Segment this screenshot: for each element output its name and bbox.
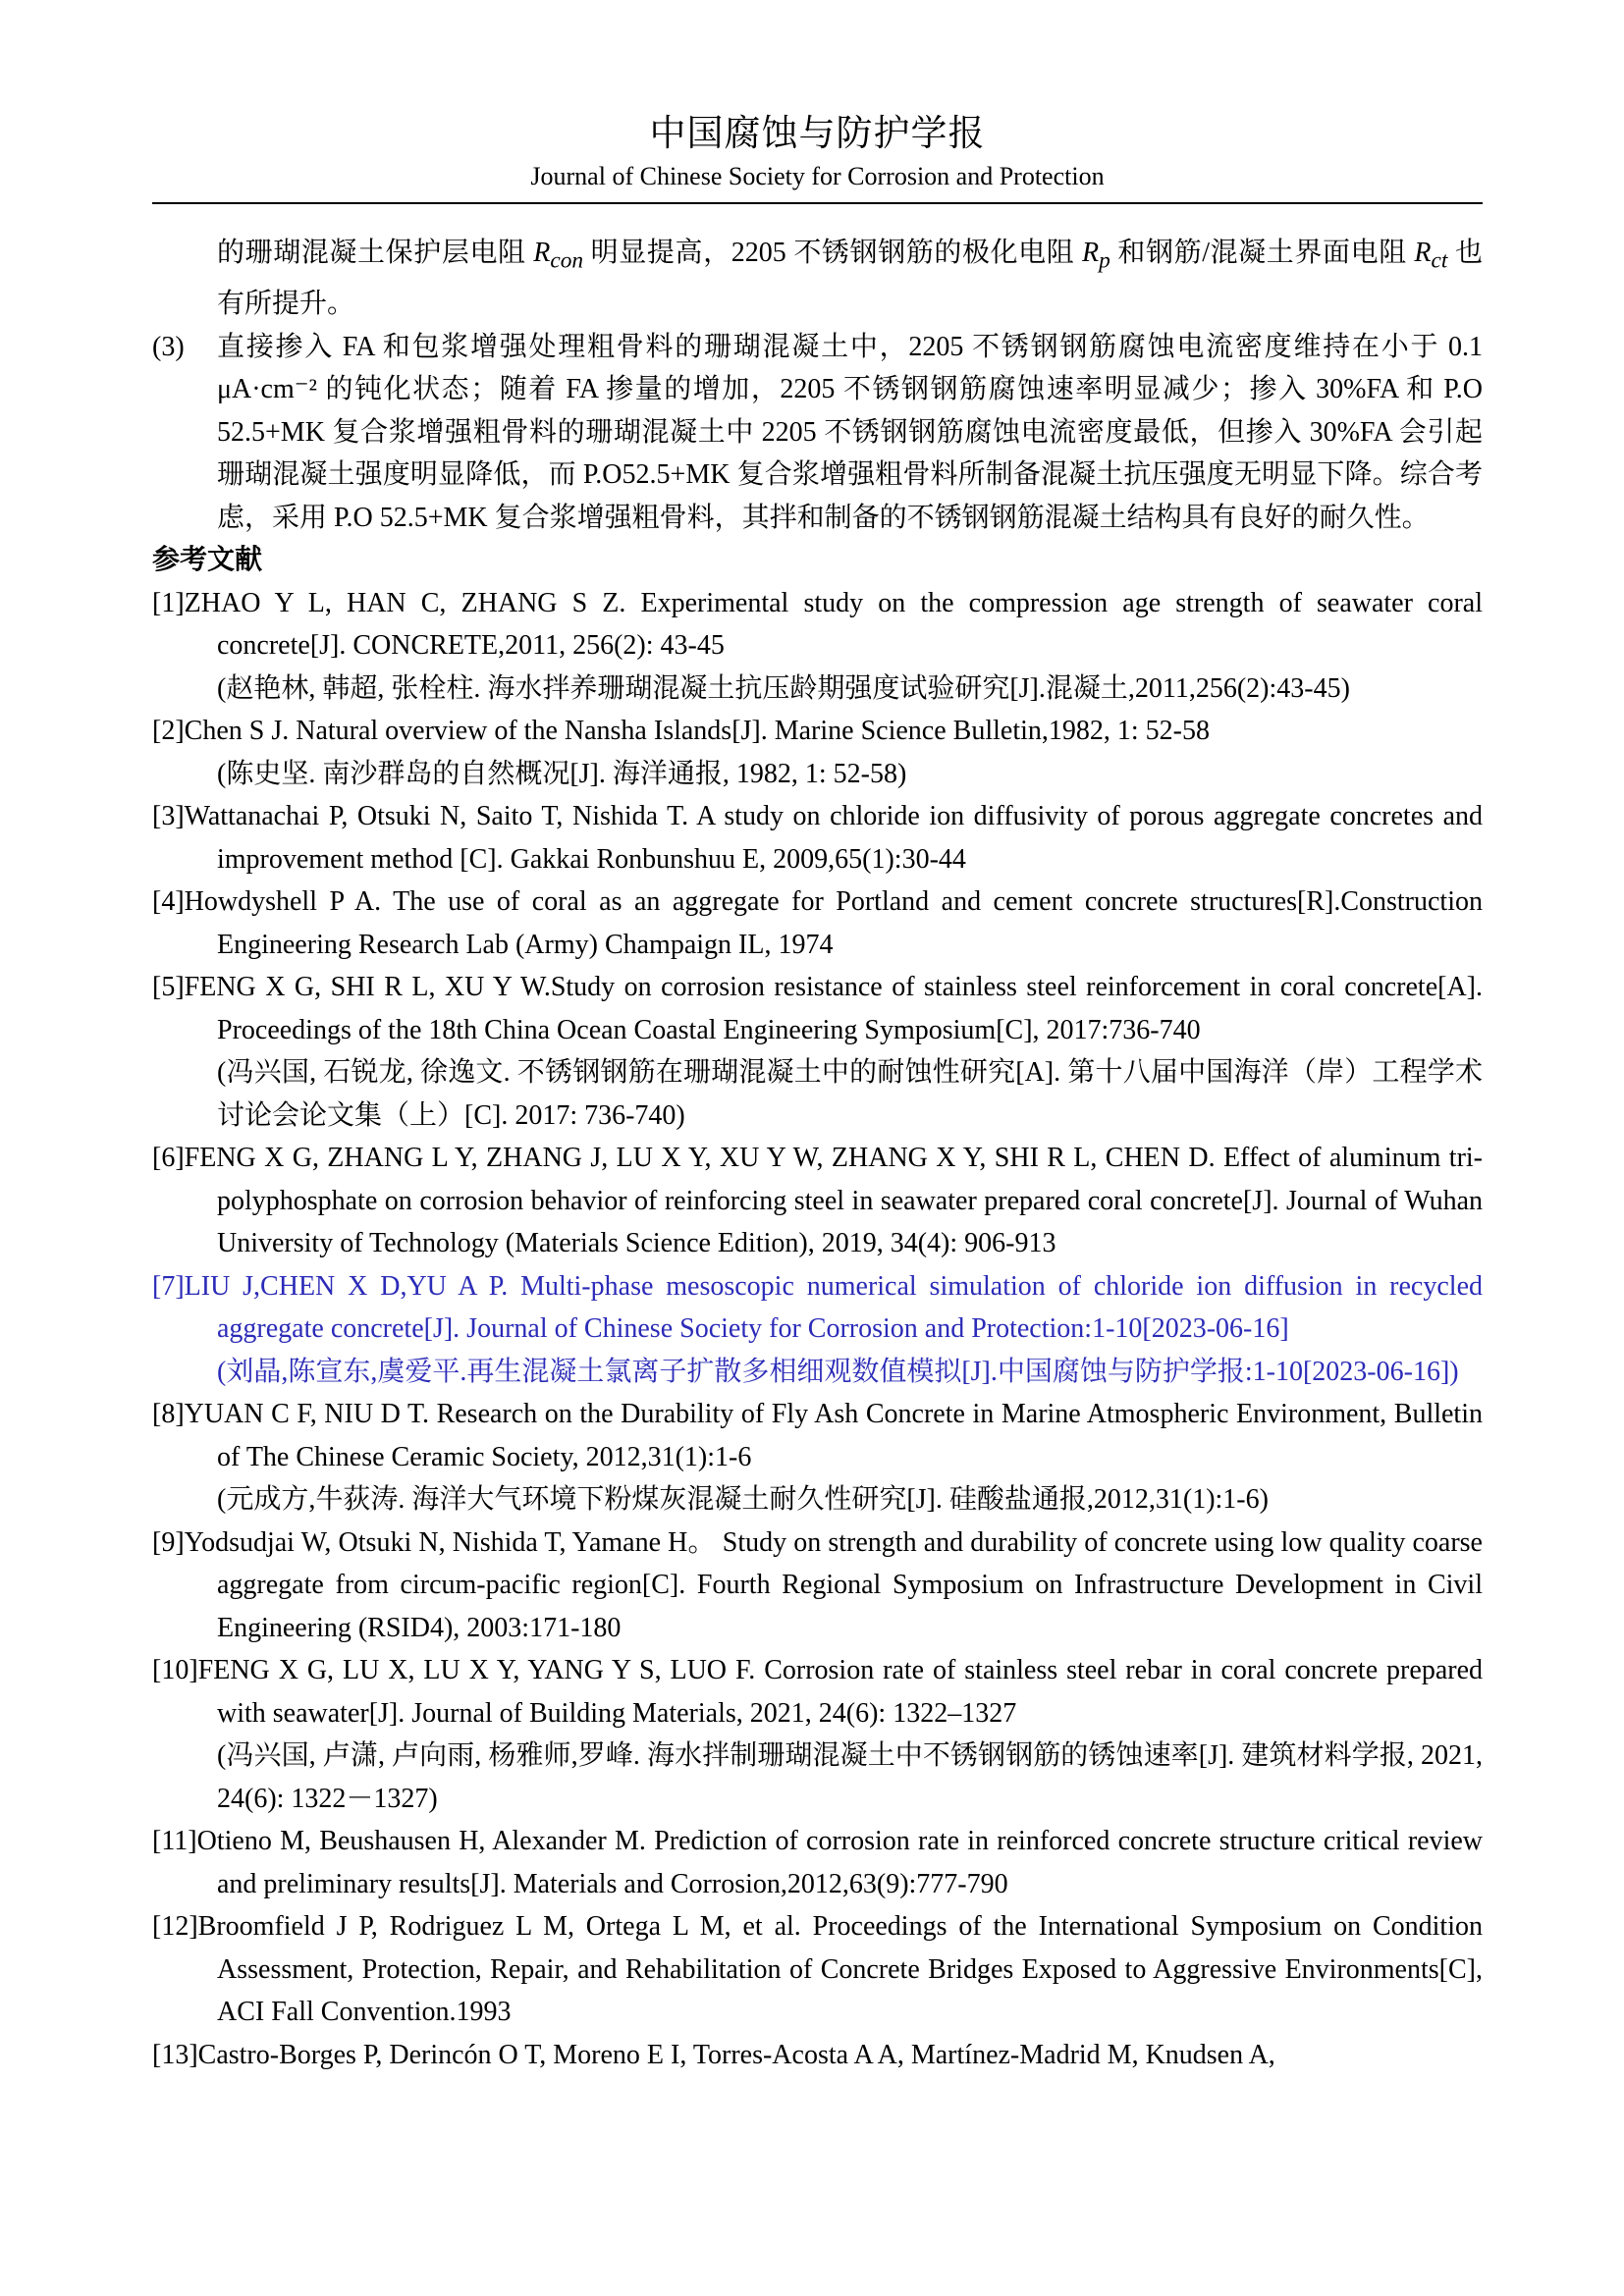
reference-item — [152, 881, 1483, 966]
reference-item — [152, 582, 1483, 711]
reference-item — [152, 2034, 1483, 2077]
reference-text-en: [9]Yodsudjai W, Otsuki N, Nishida T, Yamane H。 Study on strength and durability of concrete using low quality coarse aggregate from circum-pacific region[C]. Fourth Regional Symposium on Infrastructure Development in Civil Engineering (RSID4), 2003:171-180 — [152, 1526, 1483, 1643]
reference-text-en: [4]Howdyshell P A. The use of coral as an aggregate for Portland and cement concrete structures[R].Construction Engineering Research Lab (Army) Champaign IL, 1974 — [152, 886, 1483, 960]
references-heading: 参考文献 — [152, 545, 263, 576]
reference-item — [152, 1137, 1483, 1265]
reference-item — [152, 1649, 1483, 1820]
reference-item — [152, 1522, 1483, 1650]
reference-item — [152, 710, 1483, 795]
page-header — [152, 110, 1483, 192]
reference-item — [152, 1820, 1483, 1905]
reference-text-en: [5]FENG X G, SHI R L, XU Y W.Study on corrosion resistance of stainless steel reinforcement in coral concrete[A]. Proceedings of the 18th China Ocean Coastal Engineering Symposium[C], 2017:736-740 — [152, 972, 1483, 1045]
references-list — [152, 582, 1483, 2077]
item-text: 直接掺入 FA 和包浆增强处理粗骨料的珊瑚混凝土中，2205 不锈钢钢筋腐蚀电流密度维持在小于 0.1 μA·cm⁻² 的钝化状态；随着 FA 掺量的增加，2205 不锈钢钢筋腐蚀速率明显减少；掺入 30%FA 和 P.O 52.5+MK 复合浆增强粗骨料的珊瑚混凝土中 2205 不锈钢钢筋腐蚀电流密度最低，但掺入 30%FA 会引起珊瑚混凝土强度明显降低，而 P.O52.5+MK 复合浆增强粗骨料所制备混凝土抗压强度无明显下降。综合考虑，采用 P.O 52.5+MK 复合浆增强粗骨料，其拌和制备的不锈钢钢筋混凝土结构具有良好的耐久性。 — [217, 331, 1483, 533]
reference-text-en: [11]Otieno M, Beushausen H, Alexander M. Prediction of corrosion rate in reinforced concrete structure critical review and preliminary results[J]. Materials and Corrosion,2012,63(9):777-790 — [152, 1826, 1483, 1899]
reference-text-en: [10]FENG X G, LU X, LU X Y, YANG Y S, LUO F. Corrosion rate of stainless steel rebar in coral concrete prepared with seawater[J]. Journal of Building Materials, 2021, 24(6): 1322–1327 — [152, 1655, 1483, 1729]
reference-text-cn: (元成方,牛荻涛. 海洋大气环境下粉煤灰混凝土耐久性研究[J]. 硅酸盐通报,2012,31(1):1-6) — [217, 1484, 1269, 1516]
reference-text-en: [7]LIU J,CHEN X D,YU A P. Multi-phase mesoscopic numerical simulation of chloride ion diffusion in recycled aggregate concrete[J]. Journal of Chinese Society for Corrosion and Protection:1-10[2023-06-16] — [152, 1270, 1483, 1345]
reference-item — [152, 1265, 1483, 1394]
reference-item — [152, 966, 1483, 1137]
reference-text-en: [3]Wattanachai P, Otsuki N, Saito T, Nishida T. A study on chloride ion diffusivity of porous aggregate concretes and improvement method [C]. Gakkai Ronbunshuu E, 2009,65(1):30-44 — [152, 801, 1483, 875]
item-number: (3) — [152, 331, 185, 362]
conclusion-item-3 — [152, 326, 1483, 540]
reference-text-en: [8]YUAN C F, NIU D T. Research on the Durability of Fly Ash Concrete in Marine Atmospheric Environment, Bulletin of The Chinese Ceramic Society, 2012,31(1):1-6 — [152, 1399, 1483, 1472]
reference-text-cn: (赵艳林, 韩超, 张栓柱. 海水拌养珊瑚混凝土抗压龄期强度试验研究[J].混凝土,2011,256(2):43-45) — [217, 672, 1350, 704]
reference-text-cn: (冯兴国, 石锐龙, 徐逸文. 不锈钢钢筋在珊瑚混凝土中的耐蚀性研究[A]. 第十八届中国海洋（岸）工程学术讨论会论文集（上）[C]. 2017: 736-740) — [217, 1057, 1483, 1131]
reference-text-en: [6]FENG X G, ZHANG L Y, ZHANG J, LU X Y, XU Y W, ZHANG X Y, SHI R L, CHEN D. Effect of aluminum tri-polyphosphate on corrosion behavior of reinforcing steel in seawater prepared coral concrete[J]. Journal of Wuhan University of Technology (Materials Science Edition), 2019, 34(4): 906-913 — [152, 1143, 1483, 1259]
journal-title-en: Journal of Chinese Society for Corrosion and Protection — [530, 162, 1105, 190]
reference-text-cn: (刘晶,陈宣东,虞爱平.再生混凝土氯离子扩散多相细观数值模拟[J].中国腐蚀与防护学报:1-10[2023-06-16]) — [217, 1356, 1459, 1387]
reference-item — [152, 1393, 1483, 1522]
page-body — [152, 232, 1483, 2076]
header-divider — [152, 202, 1483, 204]
reference-text-en: [2]Chen S J. Natural overview of the Nansha Islands[J]. Marine Science Bulletin,1982, 1: 52-58 — [152, 716, 1210, 747]
reference-item — [152, 1905, 1483, 2034]
continued-paragraph: 的珊瑚混凝土保护层电阻 $R_{con}$ 明显提高，2205 不锈钢钢筋的极化电阻 $R_p$ 和钢筋/混凝土界面电阻 $R_{ct}$ 也有所提升。 — [217, 238, 1483, 320]
journal-title-cn: 中国腐蚀与防护学报 — [649, 114, 986, 154]
reference-text-en: [13]Castro-Borges P, Derincón O T, Moreno E I, Torres-Acosta A A, Martínez-Madrid M, Knudsen A, — [152, 2039, 1275, 2070]
reference-item — [152, 795, 1483, 881]
reference-text-cn: (冯兴国, 卢潇, 卢向雨, 杨雅师,罗峰. 海水拌制珊瑚混凝土中不锈钢钢筋的锈蚀速率[J]. 建筑材料学报, 2021, 24(6): 1322－1327) — [217, 1740, 1483, 1814]
reference-text-cn: (陈史坚. 南沙群岛的自然概况[J]. 海洋通报, 1982, 1: 52-58) — [217, 758, 907, 789]
reference-text-en: [1]ZHAO Y L, HAN C, ZHANG S Z. Experimental study on the compression age strength of seawater coral concrete[J]. CONCRETE,2011, 256(2): 43-45 — [152, 587, 1483, 662]
reference-text-en: [12]Broomfield J P, Rodriguez L M, Ortega L M, et al. Proceedings of the International Symposium on Condition Assessment, Protection, Repair, and Rehabilitation of Concrete Bridges Exposed to Aggressive Environments[C], ACI Fall Convention.1993 — [152, 1911, 1483, 2028]
